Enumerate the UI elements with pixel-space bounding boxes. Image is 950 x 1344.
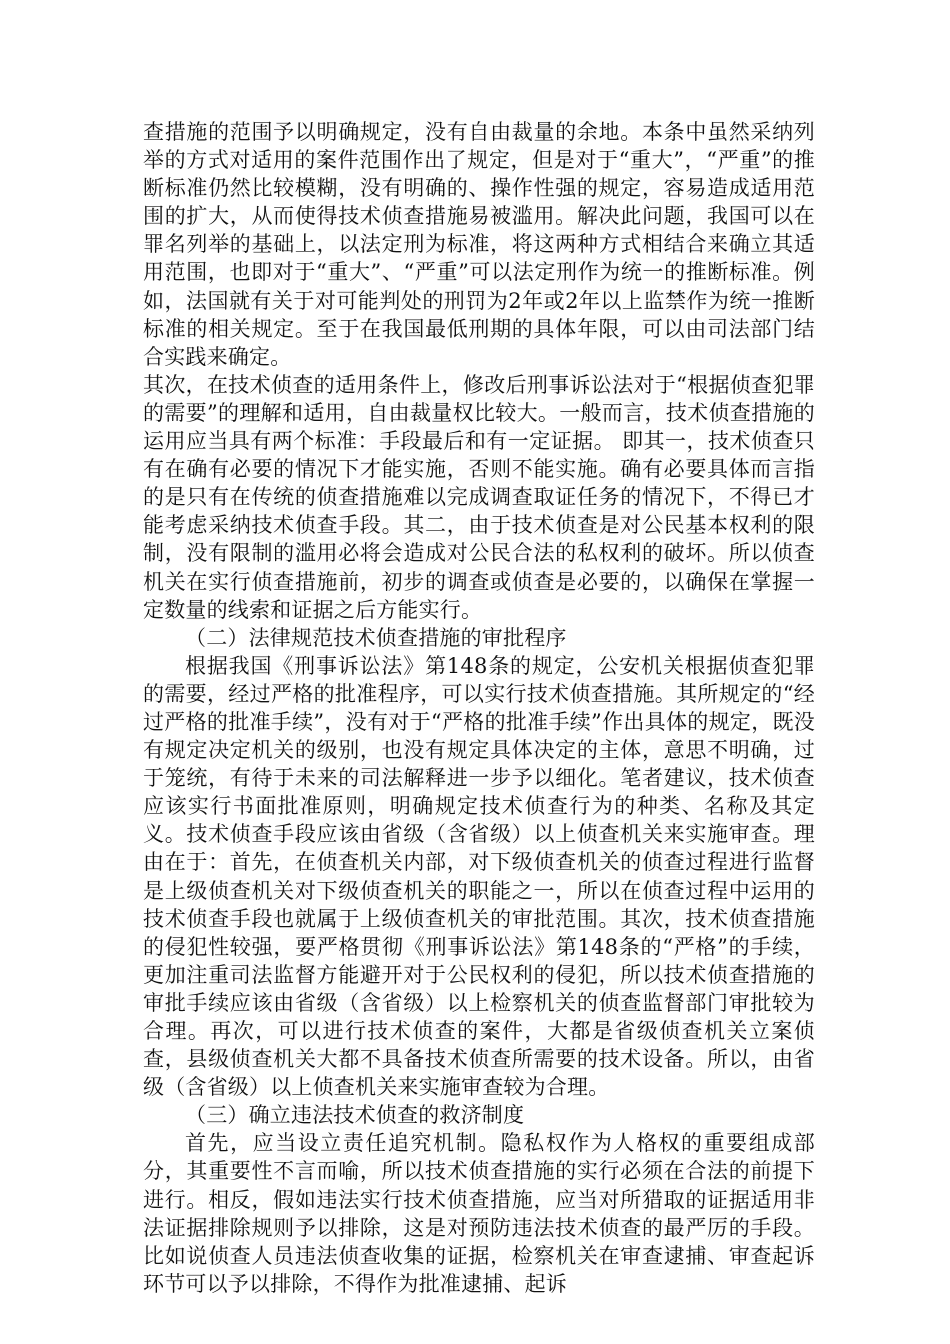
paragraph-application-conditions: 其次，在技术侦查的适用条件上，修改后刑事诉讼法对于“根据侦查犯罪的需要”的理解和适用，自由裁量权比较大。一般而言，技术侦查措施的运用应当具有两个标准：手段最后和有一定证据。 即其一，技术侦查只有在确有必要的情况下才能实施，否则不能实施。确有必要具体而言指的是只有在传统的侦查措施难以完成调查取证任务的情况下，不得已才能考虑采纳技术侦查手段。其二，由于技术侦查是对公民基本权利的限制，没有限制的滥用必将会造成对公民合法的私权利的破坏。所以侦查机关在实行侦查措施前，初步的调查或侦查是必要的，以确保在掌握一定数量的线索和证据之后方能实行。 — [143, 372, 815, 622]
paragraph-approval-procedure: 根据我国《刑事诉讼法》第148条的规定，公安机关根据侦查犯罪的需要，经过严格的批准程序，可以实行技术侦查措施。其所规定的“经过严格的批准手续”，没有对于“严格的批准手续”作出具体的规定，既没有规定决定机关的级别，也没有规定具体决定的主体，意思不明确，过于笼统，有待于未来的司法解释进一步予以细化。笔者建议，技术侦查应该实行书面批准原则，明确规定技术侦查行为的种类、名称及其定义。技术侦查手段应该由省级（含省级）以上侦查机关来实施审查。理由在于：首先，在侦查机关内部，对下级侦查机关的侦查过程进行监督是上级侦查机关对下级侦查机关的职能之一，所以在侦查过程中运用的技术侦查手段也就属于上级侦查机关的审批范围。其次，技术侦查措施的侵犯性较强，要严格贯彻《刑事诉讼法》第148条的“严格”的手续，更加注重司法监督方能避开对于公民权利的侵犯，所以技术侦查措施的审批手续应该由省级（含省级）以上检察机关的侦查监督部门审批较为合理。再次，可以进行技术侦查的案件，大都是省级侦查机关立案侦查，县级侦查机关大都不具备技术侦查所需要的技术设备。所以，由省级（含省级）以上侦查机关来实施审查较为合理。 — [143, 653, 815, 1100]
paragraph-scope-continuation: 查措施的范围予以明确规定，没有自由裁量的余地。本条中虽然采纳列举的方式对适用的案件范围作出了规定，但是对于“重大”，“严重”的推断标准仍然比较模糊，没有明确的、操作性强的规定，容易造成适用范围的扩大，从而使得技术侦查措施易被滥用。解决此问题，我国可以在罪名列举的基础上，以法定刑为标准，将这两种方式相结合来确立其适用范围，也即对于“重大”、“严重”可以法定刑作为统一的推断标准。例如，法国就有关于对可能判处的刑罚为2年或2年以上监禁作为统一推断标准的相关规定。至于在我国最低刑期的具体年限，可以由司法部门结合实践来确定。 — [143, 120, 815, 369]
section-heading-approval-procedure: （二）法律规范技术侦查措施的审批程序 — [185, 625, 567, 650]
paragraph-accountability: 首先，应当设立责任追究机制。隐私权作为人格权的重要组成部分，其重要性不言而喻，所以技术侦查措施的实行必须在合法的前提下进行。相反，假如违法实行技术侦查措施，应当对所猎取的证据适用非法证据排除规则予以排除，这是对预防违法技术侦查的最严厉的手段。比如说侦查人员违法侦查收集的证据，检察机关在审查逮捕、审查起诉环节可以予以排除，不得作为批准逮捕、起诉 — [143, 1131, 815, 1296]
section-heading-remedy-system: （三）确立违法技术侦查的救济制度 — [185, 1103, 525, 1128]
document-body — [143, 118, 815, 1298]
